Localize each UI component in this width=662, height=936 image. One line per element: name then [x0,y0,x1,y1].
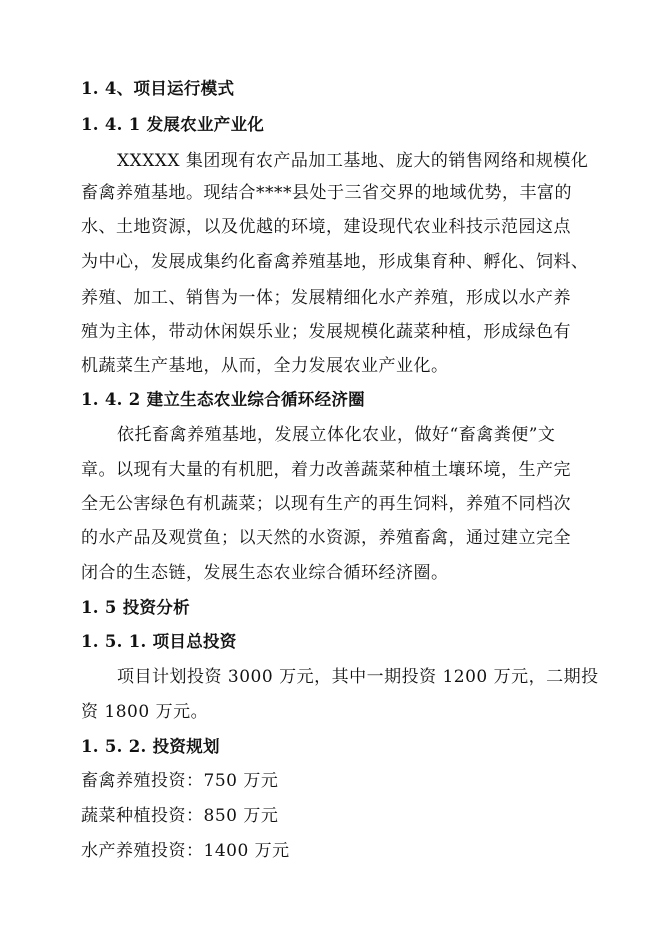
paragraph-line: 章。以现有大量的有机肥，着力改善蔬菜种植土壤环境，生产完 [81,460,571,480]
paragraph-line: 殖为主体，带动休闲娱乐业；发展规模化蔬菜种植，形成绿色有 [81,322,571,342]
section-heading-1-5-1: 1. 5. 1. 项目总投资 [81,632,237,651]
investment-line-vegetables: 蔬菜种植投资：850 万元 [81,806,279,826]
paragraph-line: 机蔬菜生产基地，从而，全力发展农业产业化。 [81,356,449,376]
paragraph-line: 的水产品及观赏鱼；以天然的水资源，养殖畜禽，通过建立完全 [81,528,571,548]
investment-line-livestock: 畜禽养殖投资：750 万元 [81,771,279,791]
paragraph-line: 养殖、加工、销售为一体；发展精细化水产养殖，形成以水产养 [81,288,571,308]
section-heading-1-4: 1. 4、项目运行模式 [81,79,235,98]
paragraph-line: 畜禽养殖基地。现结合****县处于三省交界的地域优势，丰富的 [81,183,572,203]
paragraph-line: XXXXX 集团现有农产品加工基地、庞大的销售网络和规模化 [117,151,589,171]
section-heading-1-5-2: 1. 5. 2. 投资规划 [81,737,220,756]
paragraph-line: 水、土地资源，以及优越的环境，建设现代农业科技示范园这点 [81,217,571,237]
paragraph-line: 依托畜禽养殖基地，发展立体化农业，做好“畜禽粪便”文 [117,425,556,445]
paragraph-line: 资 1800 万元。 [81,702,209,722]
paragraph-line: 项目计划投资 3000 万元，其中一期投资 1200 万元，二期投 [117,667,599,687]
section-heading-1-4-1: 1. 4. 1 发展农业产业化 [81,115,265,134]
paragraph-line: 全无公害绿色有机蔬菜；以现有生产的再生饲料，养殖不同档次 [81,494,571,514]
paragraph-line: 闭合的生态链，发展生态农业综合循环经济圈。 [81,563,449,583]
section-heading-1-4-2: 1. 4. 2 建立生态农业综合循环经济圈 [81,390,365,409]
section-heading-1-5: 1. 5 投资分析 [81,598,190,617]
paragraph-line: 为中心，发展成集约化畜禽养殖基地，形成集育种、孵化、饲料、 [81,252,589,272]
investment-line-aquaculture: 水产养殖投资：1400 万元 [81,841,290,861]
